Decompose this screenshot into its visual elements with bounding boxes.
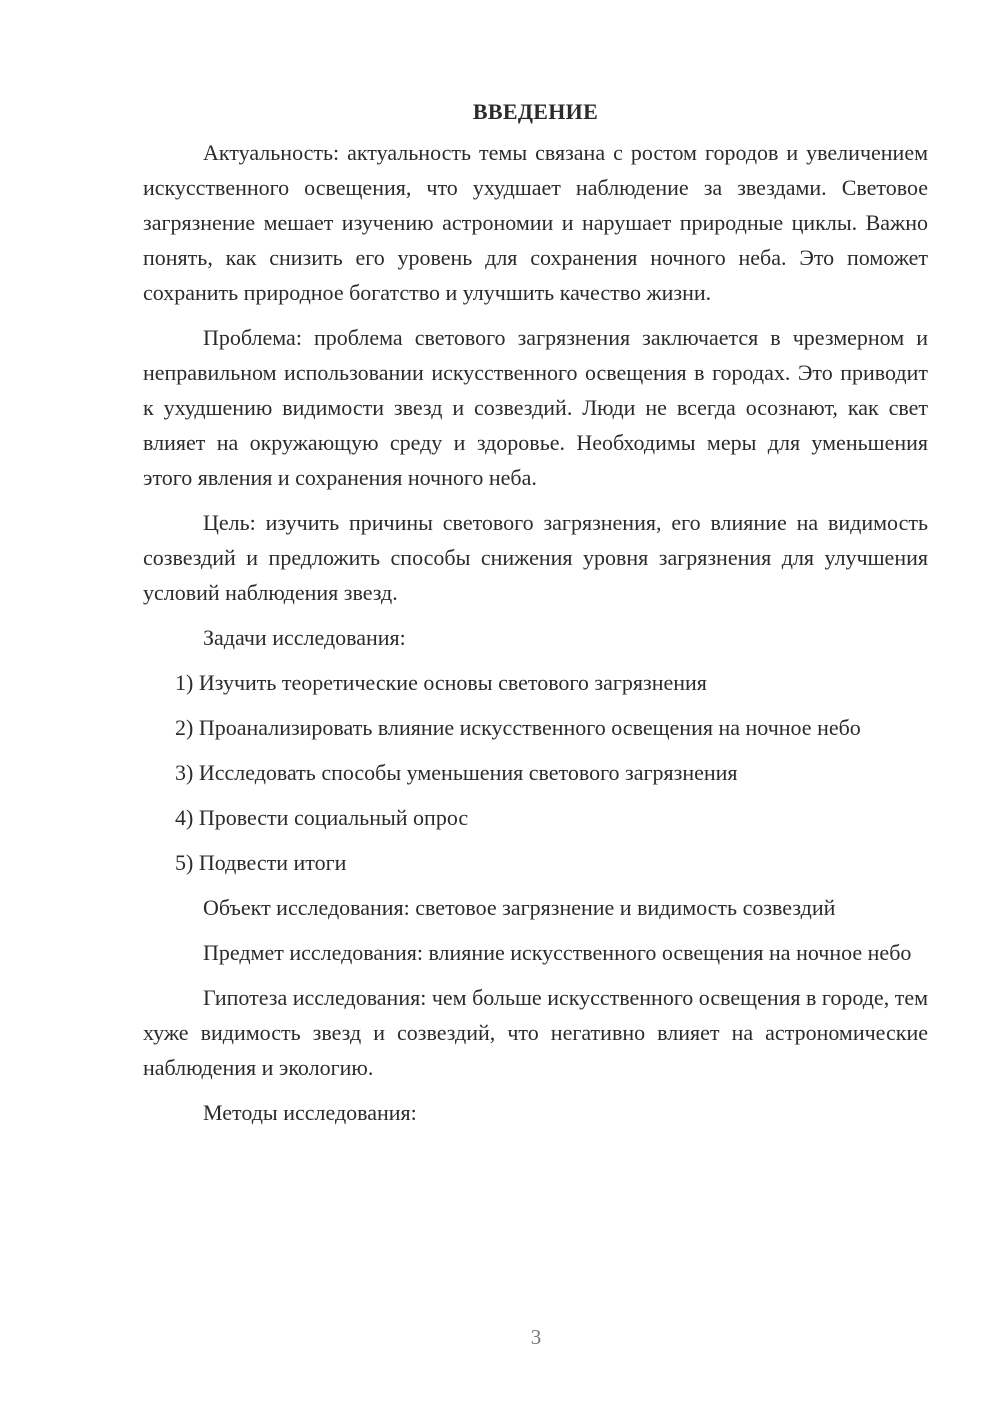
relevance-paragraph: Актуальность: актуальность темы связана с ростом городов и увеличением искусственного освещения, что ухудшает наблюдение за звездами. Световое загрязнение мешает изучению астрономии и нарушает природные циклы. Важно понять, как снизить его уровень для сохранения ночного неба. Это поможет сохранить природное богатство и улучшить качество жизни. — [143, 140, 928, 305]
hypothesis-paragraph: Гипотеза исследования: чем больше искусственного освещения в городе, тем хуже видимость звезд и созвездий, что негативно влияет на астрономические наблюдения и экологию. — [143, 985, 929, 1080]
subject-paragraph: Предмет исследования: влияние искусственного освещения на ночное небо — [203, 940, 912, 965]
tasks-heading: Задачи исследования: — [203, 625, 406, 650]
task-item: 3) Исследовать способы уменьшения светового загрязнения — [175, 760, 738, 785]
task-item: 2) Проанализировать влияние искусственного освещения на ночное небо — [175, 715, 861, 740]
task-item: 4) Провести социальный опрос — [175, 805, 469, 830]
task-item: 5) Подвести итоги — [175, 850, 347, 875]
object-paragraph: Объект исследования: световое загрязнение и видимость созвездий — [203, 895, 836, 920]
section-heading: ВВЕДЕНИЕ — [472, 99, 599, 124]
problem-paragraph: Проблема: проблема светового загрязнения заключается в чрезмерном и неправильном использовании искусственного освещения в городах. Это приводит к ухудшению видимости звезд и созвездий. Люди не всегда осознают, как свет влияет на окружающую среду и здоровье. Необходимы меры для уменьшения этого явления и сохранения ночного неба. — [143, 325, 928, 490]
page-content — [143, 94, 928, 1140]
goal-paragraph: Цель: изучить причины светового загрязнения, его влияние на видимость созвездий и предложить способы снижения уровня загрязнения для улучшения условий наблюдения звезд. — [143, 510, 928, 605]
task-item: 1) Изучить теоретические основы светового загрязнения — [175, 670, 707, 695]
page-number: 3 — [530, 1325, 542, 1349]
methods-heading: Методы исследования: — [203, 1100, 417, 1125]
